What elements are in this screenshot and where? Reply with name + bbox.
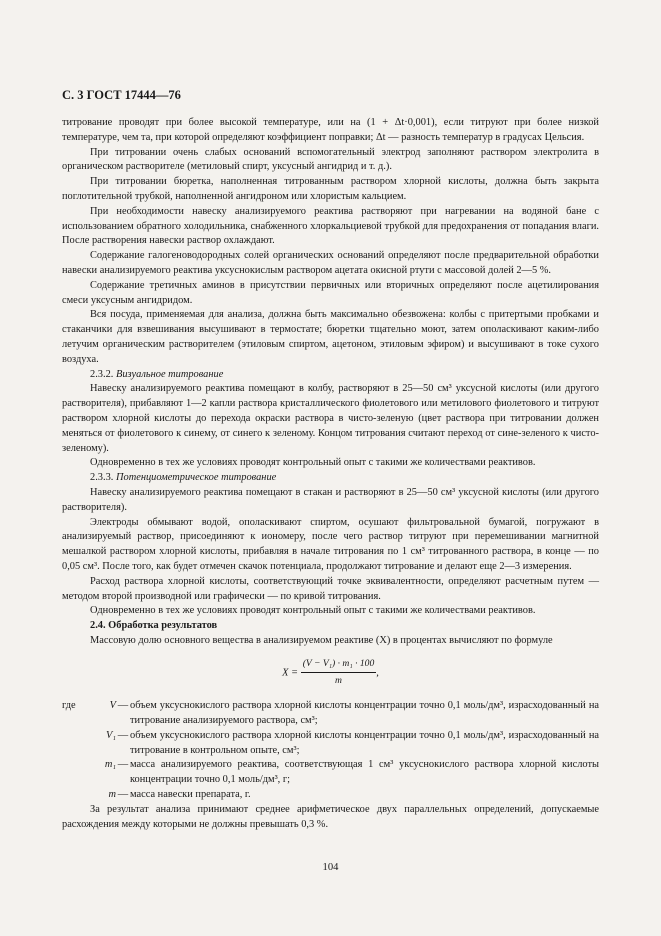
definition-term: m [108,789,116,801]
formula [62,657,599,690]
paragraph: Одновременно в тех же условиях проводят контрольный опыт с такими же количествами реактивов. [90,605,536,617]
paragraph: Навеску анализируемого реактива помещают в стакан и растворяют в 25—50 см³ уксусной кислоты (или другого растворителя). [62,486,599,513]
formula-lhs: X = [282,667,299,679]
definition-desc: масса анализируемого реактива, соответствующая 1 см³ уксуснокислого раствора хлорной кислоты концентрации точно 0,1 моль/дм³, г; [130,759,599,786]
definition-desc: масса навески препарата, г. [130,789,251,801]
paragraph: Содержание галогеноводородных солей органических оснований определяют после предварительной обработки навески анализируемого реактива уксуснокислым раствором ацетата окисной ртути с массовой долей 2—5 %. [62,250,599,276]
paragraph: При необходимости навеску анализируемого реактива растворяют при нагревании на водяной бане с использованием обратного холодильника, снабженного хлоркальциевой трубкой для предохранения от попадания влаги. После растворения навески раствор охлаждают. [62,205,599,247]
paragraph-conclusion: За результат анализа принимают среднее арифметическое двух параллельных определений, допускаемые расхождения между которыми не должны превышать 0,3 %. [62,803,599,830]
formula-numerator: (V − V₁) · m₁ · 100 [301,657,377,674]
paragraph: При титровании бюретка, наполненная титрованным раствором хлорной кислоты, должна быть закрыта поглотительной трубкой, наполненной ангидроном или хлористым кальцием. [62,176,599,202]
page-number: 104 [322,862,339,873]
page-header: С. 3 ГОСТ 17444—76 [62,88,181,102]
paragraph: титрование проводят при более высокой температуре, или на (1 + Δt·0,001), если титруют при более низкой температуре, чем та, при которой определяют коэффициент поправки; Δt — разность температур в градусах Цельсия. [62,117,599,143]
paragraph: Массовую долю основного вещества в анализируемом реактиве (X) в процентах вычисляют по формуле [90,634,553,646]
definition-item: V₁ — объем уксуснокислого раствора хлорной кислоты концентрации точно 0,1 моль/дм³, израсходованный на титрование в контрольном опыте, см³; [62,729,599,759]
definitions-lead: где [62,700,76,712]
formula-fraction [301,657,377,690]
paragraph: Навеску анализируемого реактива помещают в колбу, растворяют в 25—50 см³ уксусной кислоты (или другого растворителя), прибавляют 1—2 капли раствора кристаллического фиолетового или метилового фиолетового и титруют раствором хлорной кислоты до перехода окраски раствора в чисто-зеленую (цвет раствора при титровании должен меняться от фиолетового к синему, от синего к зеленому. Концом титрования считают переход от сине-зеленого к чисто-зеленому). [62,383,599,454]
section-title: Потенциометрическое титрование [116,472,277,484]
definition-desc: объем уксуснокислого раствора хлорной кислоты концентрации точно 0,1 моль/дм³, израсходованный на титрование анализируемого раствора, см³; [130,700,599,727]
definition-item: m — масса навески препарата, г. [62,788,599,803]
paragraph: Электроды обмывают водой, ополаскивают спиртом, осушают фильтровальной бумагой, погружают в анализируемый раствор, присоединяют к иономеру, после чего раствор титруют при перемешивании магнитной мешалкой раствором хлорной кислоты, прибавляя в начале титрования по 1 см³ титрованного раствора, в конце — по 0,05 см³. После того, как будет отмечен скачок потенциала, продолжают титрование и делают еще 2—3 измерения. [62,516,599,572]
section-heading-2-4: 2.4. Обработка результатов [90,620,218,632]
section-heading-2-3-2 [62,368,599,383]
definition-item: где V — объем уксуснокислого раствора хлорной кислоты концентрации точно 0,1 моль/дм³, израсходованный на титрование анализируемого раствора, см³; [62,699,599,729]
definition-item: m₁ — масса анализируемого реактива, соответствующая 1 см³ уксуснокислого раствора хлорной кислоты концентрации точно 0,1 моль/дм³, г; [62,758,599,788]
section-heading-2-3-3 [62,471,599,486]
formula-denominator: m [335,675,342,687]
paragraph: Расход раствора хлорной кислоты, соответствующий точке эквивалентности, определяют расчетным путем — методом второй производной или графически — по кривой титрования. [62,575,599,602]
paragraph: Содержание третичных аминов в присутствии первичных или вторичных определяют после ацетилирования смеси уксусным ангидридом. [62,279,599,306]
paragraph: Одновременно в тех же условиях проводят контрольный опыт с такими же количествами реактивов. [90,457,536,469]
formula-trail: , [376,667,379,679]
definitions-list [62,699,599,803]
definition-term: m₁ [104,759,116,771]
document-body [62,116,599,832]
definition-desc: объем уксуснокислого раствора хлорной кислоты концентрации точно 0,1 моль/дм³, израсходованный на титрование в контрольном опыте, см³; [130,729,599,756]
section-number: 2.3.2. [90,368,114,380]
definition-term: V₁ [106,729,116,741]
paragraph: При титровании очень слабых оснований вспомогательный электрод заполняют раствором электролита в органическом растворителе (метиловый спирт, уксусный ангидрид и т. д.). [62,146,599,173]
section-title: Визуальное титрование [116,368,224,380]
paragraph: Вся посуда, применяемая для анализа, должна быть максимально обезвожена: колбы с притертыми пробками и стаканчики для взвешивания высушивают в термостате; бюретки тщательно моют, затем ополаскивают каким-либо летучим органическим растворителем (этиловым спиртом, ацетоном, этиловым эфиром) и высушивают в токе сухого воздуха. [62,309,599,365]
section-number: 2.3.3. [90,472,114,484]
definition-term: V [109,700,116,712]
